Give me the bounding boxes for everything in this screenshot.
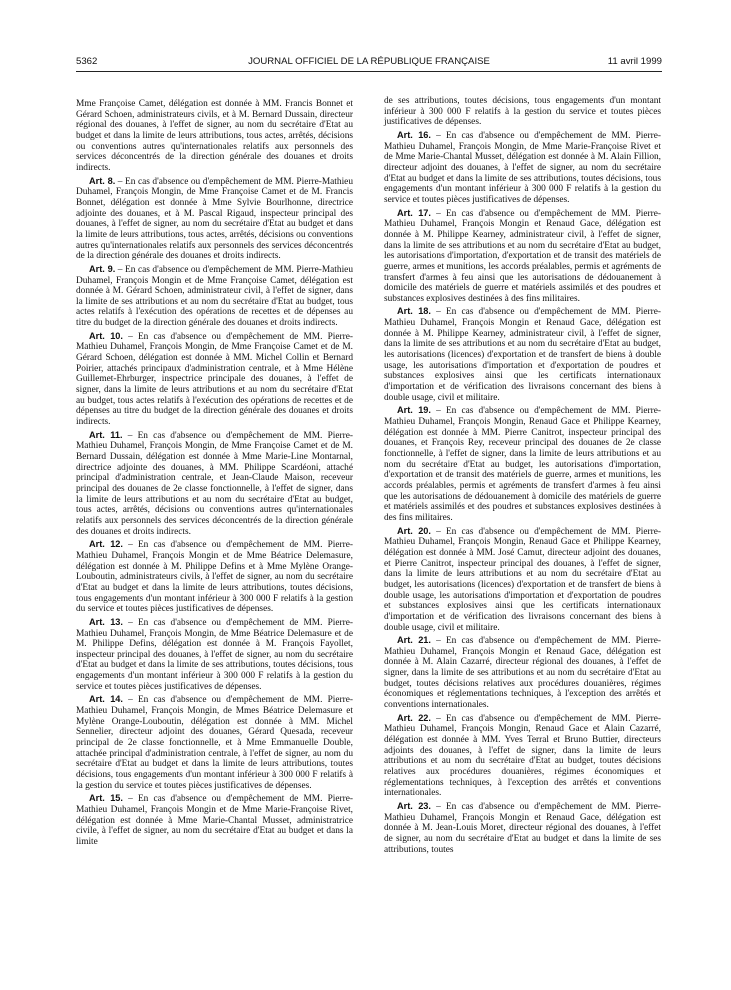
article-number: Art. 8. — [89, 175, 116, 186]
article-paragraph — [384, 801, 661, 855]
article-paragraph — [384, 405, 661, 523]
paragraph-text: – En cas d'absence ou d'empêchement de MM. Pierre-Mathieu Duhamel, François Mongin, de Mme Françoise Camet et de M. Gérard Schoen, délégation est donnée à MM. Michel Collin et Bernard Poirier, attachés principaux d'administration centrale, et à Mme Hélène Guillemet-Ehrburger, inspectrice principale des douanes, à l'effet de signer, dans la limite de leurs attributions et au nom du secrétaire d'Etat au budget, tous actes relatifs à l'exécution des opérations de recettes et de dépenses au titre du budget de la direction générale des douanes et droits indirects. — [76, 331, 353, 428]
article-paragraph — [76, 539, 353, 615]
article-number: Art. 14. — [89, 694, 123, 705]
paragraph-text: – En cas d'absence ou d'empêchement de MM. Pierre-Mathieu Duhamel, François Mongin, de Mme Marie-Françoise Rivet et de Mme Marie-Chantal Musset, délégation est donnée à M. Alain Fillion, directeur adjoint des douanes, à l'effet de signer, au nom du secrétaire d'Etat au budget et dans la limite de ses attributions, toutes décisions, tous engagements d'un montant inférieur à 300 000 F relatifs à la gestion du service et toutes pièces justificatives de dépenses. — [384, 130, 661, 205]
article-paragraph — [384, 96, 661, 128]
article-paragraph — [76, 793, 353, 847]
article-number: Art. 18. — [397, 306, 431, 317]
paragraph-text: – En cas d'absence ou d'empêchement de MM. Pierre-Mathieu Duhamel, François Mongin, Renaud Gace et Philippe Kearney, délégation est donnée à MM. Pierre Canitrot, inspecteur principal des douanes, et François Rey, receveur principal des douanes de 2e classe fonctionnelle, à l'effet de signer, dans la limite de leurs attributions et au nom du secrétaire d'Etat au budget, les autorisations d'importation, d'exportation et de transit des matériels de guerre, armes et munitions, les accords préalables, permis et agréments de transfert d'armes à feu ainsi que les autorisations de dédouanement à domicile des matériels de guerre et matériels assimilés et des poudres et substances explosives destinées à des fins militaires. — [384, 406, 661, 523]
paragraph-text: – En cas d'absence ou d'empêchement de MM. Pierre-Mathieu Duhamel, François Mongin et de Mme Marie-Françoise Rivet, délégation est donnée à Mme Marie-Chantal Musset, administratrice civile, à l'effet de signer, au nom du secrétaire d'Etat au budget et dans la limite — [76, 794, 353, 847]
article-paragraph — [384, 208, 661, 305]
article-number: Art. 22. — [397, 712, 431, 723]
article-number: Art. 21. — [397, 635, 431, 646]
paragraph-text: de ses attributions, toutes décisions, tous engagements d'un montant inférieur à 300 000 F relatifs à la gestion du service et toutes pièces justificatives de dépenses. — [384, 96, 661, 128]
article-paragraph — [384, 306, 661, 403]
paragraph-text: – En cas d'absence ou d'empêchement de MM. Pierre-Mathieu Duhamel, François Mongin et Renaud Gace, délégation est donnée à M. Philippe Kearney, administrateur civil, à l'effet de signer, dans la limite de ses attributions et au nom du secrétaire d'Etat au budget, les autorisations d'importation, d'exportation et de transit des matériels de guerre, armes et munitions, les accords préalables, permis et agréments de transfert d'armes à feu ainsi que les autorisations de dédouanement à domicile des matériels de guerre et matériels assimilés et des poudres et substances explosives destinées à des fins militaires. — [384, 208, 661, 304]
article-paragraph — [384, 713, 661, 799]
article-paragraph — [76, 331, 353, 428]
right-column — [384, 96, 661, 857]
paragraph-text: Mme Françoise Camet, délégation est donnée à MM. Francis Bonnet et Gérard Schoen, administrateurs civils, et à M. Bernard Dussain, directeur régional des douanes, à l'effet de signer, au nom du secrétaire d'Etat au budget et dans la limite de leurs attributions, tous actes, arrêtés, décisions ou conventions autres qu'internationales relatifs aux personnels des services déconcentrés de la direction générale des douanes et droits indirects. — [76, 99, 353, 173]
article-paragraph — [384, 635, 661, 711]
article-paragraph — [76, 694, 353, 791]
article-number: Art. 17. — [397, 207, 431, 218]
article-paragraph — [384, 526, 661, 634]
page-header — [76, 55, 662, 69]
paragraph-text: – En cas d'absence ou d'empêchement de MM. Pierre-Mathieu Duhamel, François Mongin, de Mme Françoise Camet et de M. Francis Bonnet, délégation est donnée à Mme Sylvie Bourlhonne, directrice adjointe des douanes, et à M. Pascal Rigaud, inspecteur principal des douanes, à l'effet de signer, au nom du secrétaire d'Etat au budget et dans la limite de leurs attributions, tous actes, arrêtés, décisions ou conventions autres qu'internationales relatifs aux personnels des services déconcentrés de la direction générale des douanes et droits indirects. — [76, 176, 353, 262]
paragraph-text: – En cas d'absence ou d'empêchement de MM. Pierre-Mathieu Duhamel, François Mongin et de Mme Françoise Camet, délégation est donnée à M. Gérard Schoen, administrateur civil, à l'effet de signer, dans la limite de ses attributions et au nom du secrétaire d'Etat au budget, tous actes relatifs à l'exécution des opérations de recettes et de dépenses au titre du budget de la direction générale des douanes et droits indirects. — [76, 264, 353, 329]
article-paragraph — [384, 130, 661, 206]
article-paragraph — [76, 176, 353, 262]
paragraph-text: – En cas d'absence ou d'empêchement de MM. Pierre-Mathieu Duhamel, François Mongin et Renaud Gace, délégation est donnée à M. Philippe Kearney, administrateur civil, à l'effet de signer, dans la limite de ses attributions et au nom du secrétaire d'Etat au budget, les autorisations (licences) d'exportation et de transfert de biens à double usage, les autorisations d'importation et d'exportation de poudres et substances explosives ainsi que les certificats internationaux d'importation et de vérification des livraisons concernant des biens à double usage, civil et militaire. — [384, 307, 661, 403]
paragraph-text: – En cas d'absence ou d'empêchement de MM. Pierre-Mathieu Duhamel, François Mongin, Renaud Gace et Philippe Kearney, délégation est donnée à MM. José Camut, directeur adjoint des douanes, et Pierre Canitrot, inspecteur principal des douanes, à l'effet de signer, dans la limite de leurs attributions et au nom du secrétaire d'Etat au budget, les autorisations (licences) d'exportation et de transfert de biens à double usage, les autorisations d'importation et d'exportation de poudres et substances explosives ainsi que les certificats internationaux d'importation et de vérification des livraisons concernant des biens à double usage, civil et militaire. — [384, 526, 661, 633]
left-column — [76, 99, 353, 850]
paragraph-text: – En cas d'absence ou d'empêchement de MM. Pierre-Mathieu Duhamel, François Mongin, de Mme Béatrice Delemasure et de M. Philippe Defins, délégation est donnée à M. François Fayollet, inspecteur principal des douanes, à l'effet de signer, au nom du secrétaire d'Etat au budget et dans la limite de ses attributions, toutes décisions, tous engagements d'un montant inférieur à 300 000 F relatifs à la gestion du service et toutes pièces justificatives de dépenses. — [76, 617, 353, 692]
article-paragraph — [76, 617, 353, 693]
publication-date: 11 avril 1999 — [607, 56, 662, 67]
article-paragraph — [76, 99, 353, 174]
article-paragraph — [76, 264, 353, 329]
paragraph-text: – En cas d'absence ou d'empêchement de MM. Pierre-Mathieu Duhamel, François Mongin et Renaud Gace, délégation est donnée à M. Alain Cazarré, directeur régional des douanes, à l'effet de signer, dans la limite de ses attributions et au nom du secrétaire d'Etat au budget, toutes décisions relatives aux procédures douanières, régimes économiques et réglementations techniques, à l'exception des arrêtés et conventions internationales. — [384, 636, 661, 711]
article-number: Art. 23. — [397, 801, 431, 811]
paragraph-text: – En cas d'absence ou d'empêchement de MM. Pierre-Mathieu Duhamel, François Mongin, de Mme Françoise Camet et de M. Bernard Dussain, délégation est donnée à Mme Marie-Line Montarnal, directrice adjointe des douanes, à MM. Philippe Scardéoni, attaché principal d'administration centrale, et Jean-Claude Maison, receveur principal des douanes de 2e classe fonctionnelle, à l'effet de signer, dans la limite de leurs attributions et au nom du secrétaire d'Etat au budget, tous actes, arrêtés, décisions ou conventions autres qu'internationales relatifs aux personnels des services déconcentrés de la direction générale des douanes et droits indirects. — [76, 430, 353, 537]
article-number: Art. 10. — [89, 330, 123, 341]
article-number: Art. 11. — [89, 429, 123, 440]
header-rule — [76, 71, 662, 72]
article-number: Art. 15. — [89, 793, 123, 804]
article-number: Art. 9. — [89, 263, 116, 274]
article-number: Art. 13. — [89, 616, 123, 627]
article-number: Art. 12. — [89, 539, 123, 550]
article-number: Art. 20. — [397, 525, 431, 536]
page-number: 5362 — [76, 56, 98, 67]
article-paragraph — [76, 430, 353, 538]
paragraph-text: – En cas d'absence ou d'empêchement de MM. Pierre-Mathieu Duhamel, François Mongin, Renaud Gace et Alain Cazarré, délégation est donnée à MM. Yves Terral et Bruno Buttier, directeurs adjoints des douanes, à l'effet de signer, dans la limite de leurs attributions et au nom du secrétaire d'Etat au budget, toutes décisions relatives aux procédures douanières, régimes économiques et réglementations techniques, à l'exception des arrêtés et conventions internationales. — [384, 713, 661, 799]
article-number: Art. 16. — [397, 129, 431, 140]
article-number: Art. 19. — [397, 405, 431, 416]
journal-title: JOURNAL OFFICIEL DE LA RÉPUBLIQUE FRANÇAISE — [248, 56, 490, 67]
paragraph-text: – En cas d'absence ou d'empêchement de MM. Pierre-Mathieu Duhamel, François Mongin et de Mme Béatrice Delemasure, délégation est donnée à M. Philippe Defins et à Mme Mylène Orange-Louboutin, administrateurs civils, à l'effet de signer, au nom du secrétaire d'Etat au budget et dans la limite de leurs attributions, toutes décisions, tous engagements d'un montant inférieur à 300 000 F relatifs à la gestion du service et toutes pièces justificatives de dépenses. — [76, 540, 353, 615]
paragraph-text: – En cas d'absence ou d'empêchement de MM. Pierre-Mathieu Duhamel, François Mongin et Renaud Gace, délégation est donnée à M. Jean-Louis Moret, directeur régional des douanes, à l'effet de signer, au nom du secrétaire d'Etat au budget et dans la limite de ses attributions, toutes — [384, 802, 661, 855]
paragraph-text: – En cas d'absence ou d'empêchement de MM. Pierre-Mathieu Duhamel, François Mongin, de Mmes Béatrice Delemasure et Mylène Orange-Louboutin, délégation est donnée à MM. Michel Sennelier, directeur adjoint des douanes, Gérard Quesada, receveur principal de 2e classe fonctionnelle, et à Mme Emmanuelle Double, attachée principal d'administration centrale, à l'effet de signer, au nom du secrétaire d'Etat au budget et dans la limite de leurs attributions, toutes décisions, tous engagements d'un montant inférieur à 300 000 F relatifs à la gestion du service et toutes pièces justificatives de dépenses. — [76, 695, 353, 791]
